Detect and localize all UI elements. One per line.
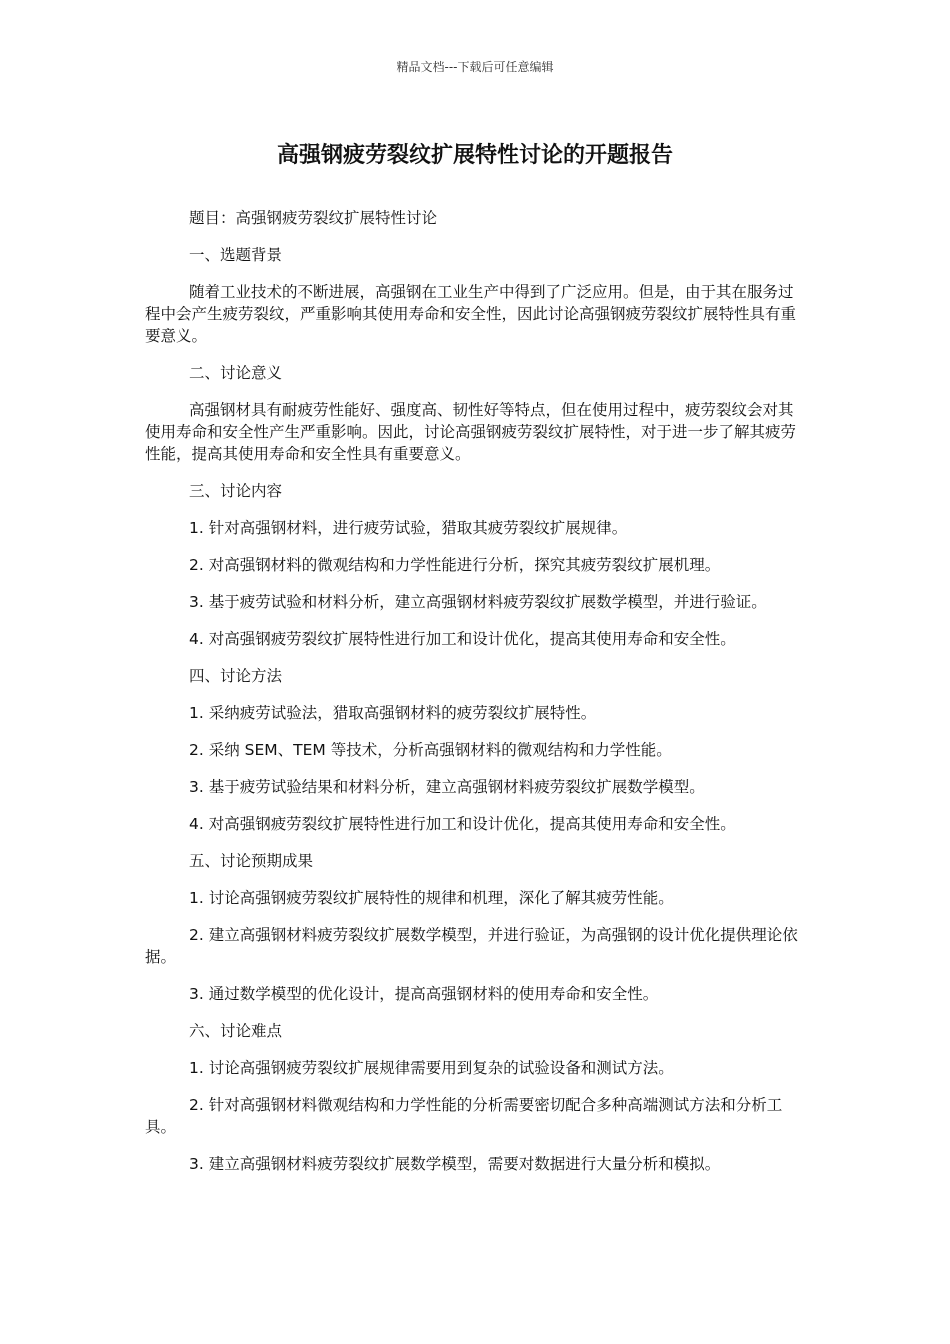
section-heading-methods: 四、讨论方法: [189, 667, 283, 685]
subject-line: 题目：高强钢疲劳裂纹扩展特性讨论: [189, 209, 438, 227]
content-item: 4. 对高强钢疲劳裂纹扩展特性进行加工和设计优化，提高其使用寿命和安全性。: [189, 630, 736, 648]
section-heading-outcomes: 五、讨论预期成果: [189, 852, 314, 870]
outcome-item: 2. 建立高强钢材料疲劳裂纹扩展数学模型，并进行验证，为高强钢的设计优化提供理论依据。: [145, 926, 798, 966]
section-heading-difficulties: 六、讨论难点: [189, 1022, 283, 1040]
difficulty-item: 2. 针对高强钢材料微观结构和力学性能的分析需要密切配合多种高端测试方法和分析工具。: [145, 1096, 783, 1136]
running-header: 精品文档---下载后可任意编辑: [396, 60, 554, 74]
difficulty-item: 3. 建立高强钢材料疲劳裂纹扩展数学模型，需要对数据进行大量分析和模拟。: [189, 1155, 721, 1173]
method-item: 1. 采纳疲劳试验法，猎取高强钢材料的疲劳裂纹扩展特性。: [189, 704, 597, 722]
content-item: 1. 针对高强钢材料，进行疲劳试验，猎取其疲劳裂纹扩展规律。: [189, 519, 628, 537]
section-heading-significance: 二、讨论意义: [189, 364, 283, 382]
background-paragraph: 随着工业技术的不断进展，高强钢在工业生产中得到了广泛应用。但是，由于其在服务过程中会产生疲劳裂纹，严重影响其使用寿命和安全性，因此讨论高强钢疲劳裂纹扩展特性具有重要意义。: [145, 283, 797, 345]
outcome-item: 1. 讨论高强钢疲劳裂纹扩展特性的规律和机理，深化了解其疲劳性能。: [189, 889, 674, 907]
significance-paragraph: 高强钢材具有耐疲劳性能好、强度高、韧性好等特点，但在使用过程中，疲劳裂纹会对其使用寿命和安全性产生严重影响。因此，讨论高强钢疲劳裂纹扩展特性，对于进一步了解其疲劳性能，提高其使用寿命和安全性具有重要意义。: [145, 401, 797, 463]
method-item: 2. 采纳 SEM、TEM 等技术，分析高强钢材料的微观结构和力学性能。: [189, 741, 672, 759]
section-heading-content: 三、讨论内容: [189, 482, 283, 500]
difficulty-item: 1. 讨论高强钢疲劳裂纹扩展规律需要用到复杂的试验设备和测试方法。: [189, 1059, 674, 1077]
content-item: 2. 对高强钢材料的微观结构和力学性能进行分析，探究其疲劳裂纹扩展机理。: [189, 556, 721, 574]
document-body: [145, 207, 805, 1190]
content-item: 3. 基于疲劳试验和材料分析，建立高强钢材料疲劳裂纹扩展数学模型，并进行验证。: [189, 593, 767, 611]
document-title: 高强钢疲劳裂纹扩展特性讨论的开题报告: [276, 143, 673, 168]
outcome-item: 3. 通过数学模型的优化设计，提高高强钢材料的使用寿命和安全性。: [189, 985, 659, 1003]
method-item: 3. 基于疲劳试验结果和材料分析，建立高强钢材料疲劳裂纹扩展数学模型。: [189, 778, 705, 796]
method-item: 4. 对高强钢疲劳裂纹扩展特性进行加工和设计优化，提高其使用寿命和安全性。: [189, 815, 736, 833]
section-heading-background: 一、选题背景: [189, 246, 283, 264]
